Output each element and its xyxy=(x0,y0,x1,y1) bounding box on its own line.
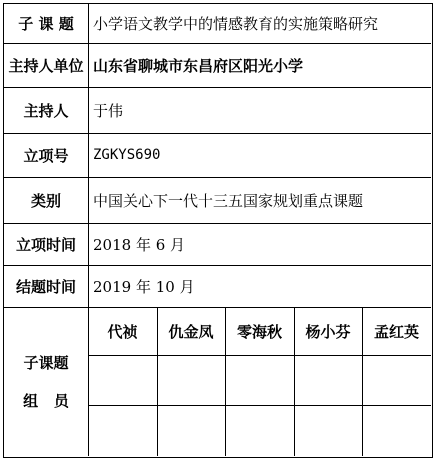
approval-date-label: 立项时间 xyxy=(15,235,76,254)
member-row-divider xyxy=(88,355,431,356)
category-value: 中国关心下一代十三五国家规划重点课题 xyxy=(93,191,364,210)
category-label: 类别 xyxy=(30,191,61,210)
completion-date-value: 2019 年 10 月 xyxy=(93,277,195,296)
member-row-divider xyxy=(88,405,431,406)
project-number-value: ZGKYS690 xyxy=(93,147,161,163)
members-label-line1: 子课题 xyxy=(23,353,69,372)
host-person-value: 于伟 xyxy=(93,101,124,120)
project-number-label: 立项号 xyxy=(23,146,69,165)
host-person-label: 主持人 xyxy=(23,101,69,120)
member-name: 代祯 xyxy=(107,322,138,341)
completion-date-label: 结题时间 xyxy=(15,277,76,296)
approval-date-value: 2018 年 6 月 xyxy=(93,235,186,254)
subproject-label: 子 课 题 xyxy=(18,15,74,33)
host-unit-value: 山东省聊城市东昌府区阳光小学 xyxy=(93,56,304,75)
member-name: 孟红英 xyxy=(373,322,419,341)
member-name: 仇金凤 xyxy=(168,322,214,341)
members-label xyxy=(4,307,88,456)
member-name: 杨小芬 xyxy=(305,322,351,341)
project-info-table xyxy=(3,3,433,458)
member-name: 零海秋 xyxy=(236,322,282,341)
subproject-value: 小学语文教学中的情感教育的实施策略研究 xyxy=(93,15,379,33)
host-unit-label: 主持人单位 xyxy=(8,56,84,75)
members-label-line2: 组 员 xyxy=(23,391,69,410)
